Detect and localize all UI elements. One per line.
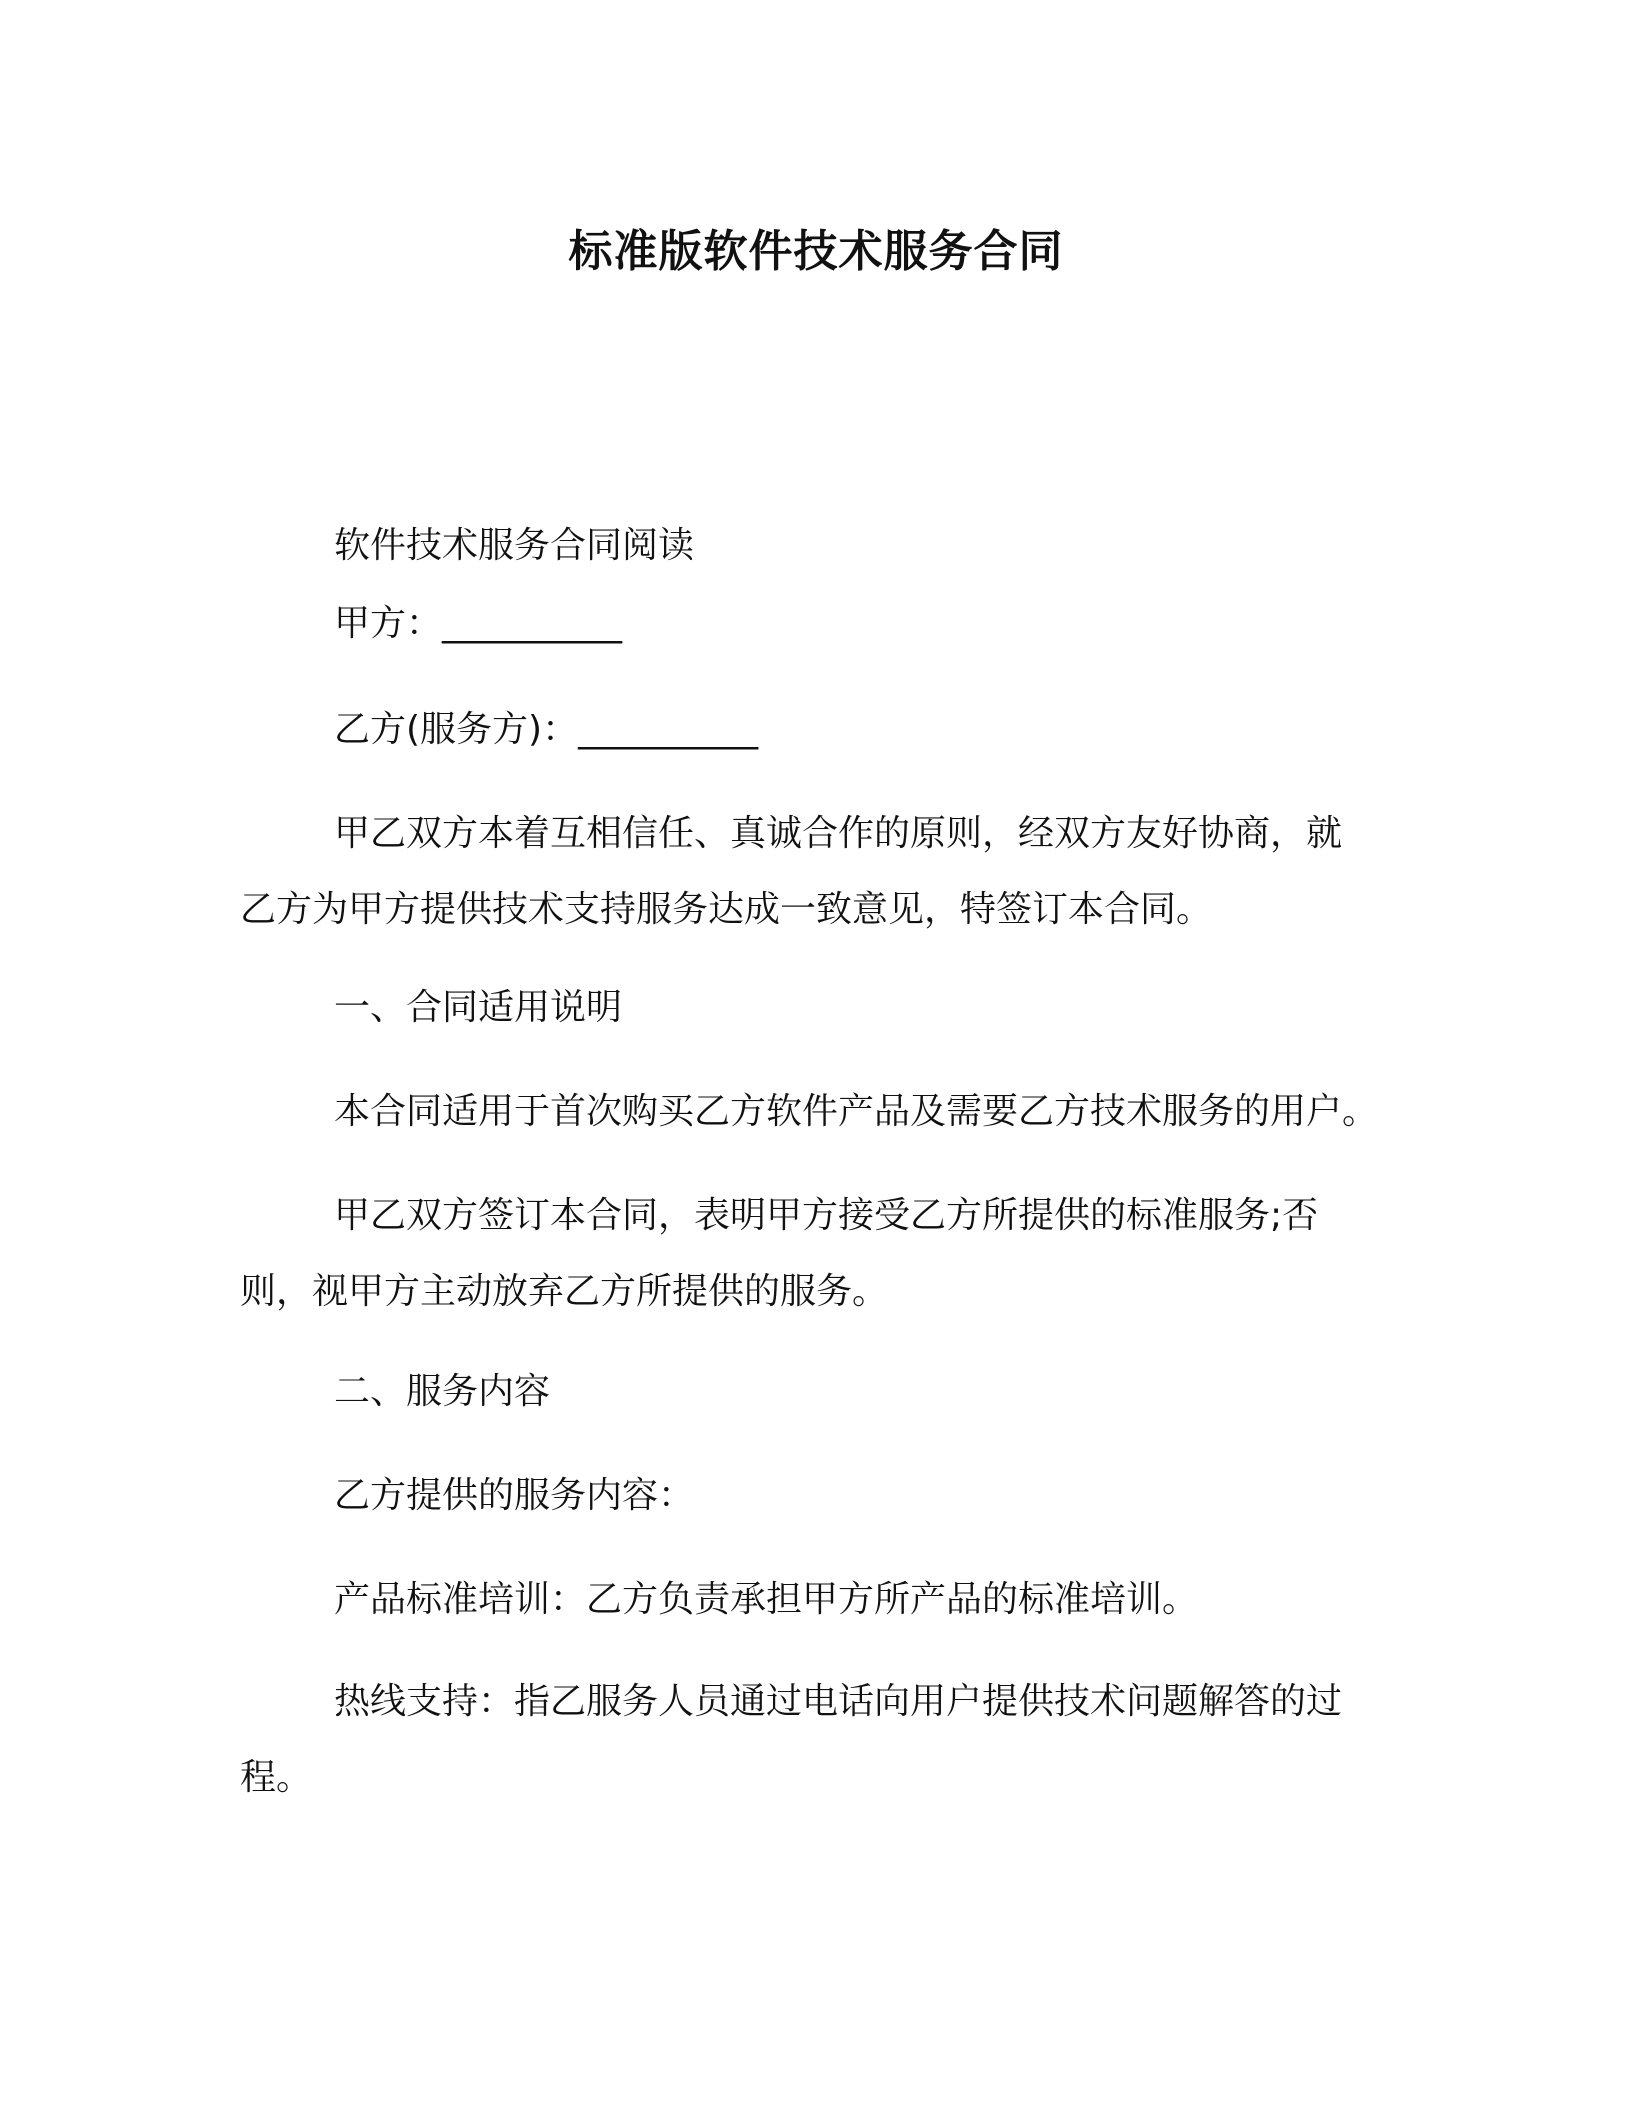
paragraph-reading-heading bbox=[240, 508, 1390, 584]
paragraph-line: 甲乙双方签订本合同，表明甲方接受乙方所提供的标准服务;否 bbox=[334, 1195, 1319, 1236]
paragraph-service-intro bbox=[240, 1458, 1390, 1534]
paragraph-line: 则，视甲方主动放弃乙方所提供的服务。 bbox=[240, 1271, 889, 1312]
paragraph-acceptance bbox=[240, 1178, 1390, 1330]
paragraph-line: 乙方(服务方)：__________ bbox=[334, 709, 759, 750]
paragraph-line: 乙方提供的服务内容： bbox=[334, 1475, 695, 1516]
paragraph-training bbox=[240, 1562, 1390, 1638]
paragraph-line: 程。 bbox=[240, 1757, 313, 1798]
paragraph-line: 一、合同适用说明 bbox=[334, 987, 623, 1028]
paragraph-applicability bbox=[240, 1074, 1390, 1150]
section-heading-1 bbox=[240, 970, 1390, 1046]
document-title: 标准版软件技术服务合同 bbox=[568, 226, 1064, 277]
paragraph-line: 软件技术服务合同阅读 bbox=[334, 525, 695, 566]
paragraph-line: 二、服务内容 bbox=[334, 1371, 551, 1412]
paragraph-hotline bbox=[240, 1664, 1390, 1816]
paragraph-line: 乙方为甲方提供技术支持服务达成一致意见，特签订本合同。 bbox=[240, 889, 1213, 930]
party-b-line bbox=[240, 692, 1390, 768]
paragraph-line: 本合同适用于首次购买乙方软件产品及需要乙方技术服务的用户。 bbox=[334, 1091, 1379, 1132]
paragraph-line: 甲方：__________ bbox=[334, 603, 623, 644]
paragraph-line: 产品标准培训：乙方负责承担甲方所产品的标准培训。 bbox=[334, 1579, 1199, 1620]
party-a-line bbox=[240, 586, 1390, 662]
section-heading-2 bbox=[240, 1354, 1390, 1430]
paragraph-line: 甲乙双方本着互相信任、真诚合作的原则，经双方友好协商，就 bbox=[334, 813, 1343, 854]
paragraph-preamble bbox=[240, 796, 1390, 948]
paragraph-line: 热线支持：指乙服务人员通过电话向用户提供技术问题解答的过 bbox=[334, 1681, 1343, 1722]
